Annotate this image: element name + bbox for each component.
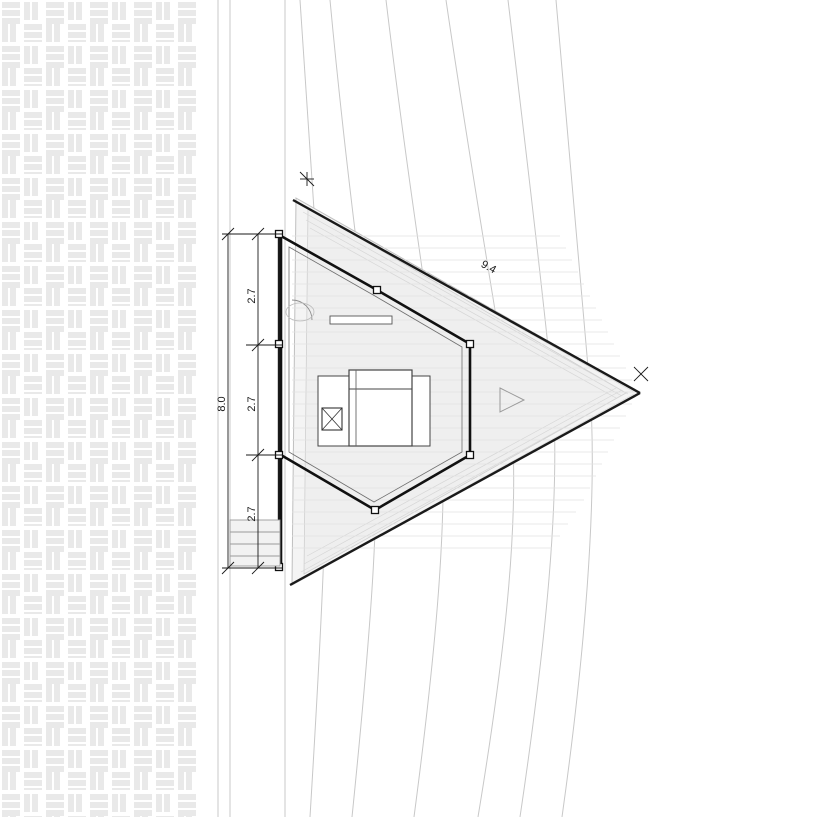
dimension-label-diagonal: 9.4: [478, 258, 499, 277]
dimension-label-overall: 8.0: [216, 396, 228, 412]
dimension-label-lower: 2.7: [246, 506, 258, 522]
dimension-label-middle: 2.7: [246, 396, 258, 412]
dimension-label-upper: 2.7: [246, 288, 258, 304]
